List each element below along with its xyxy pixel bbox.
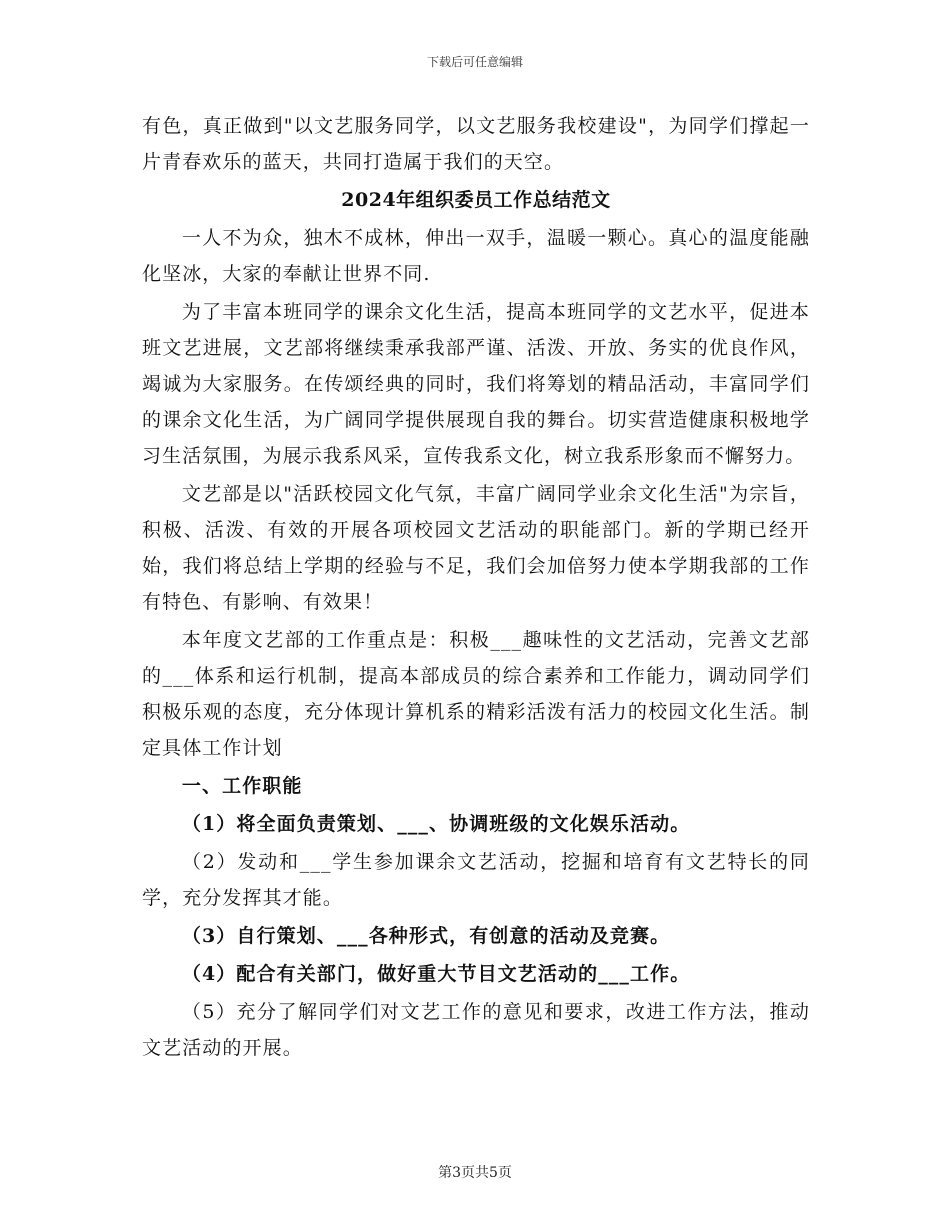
paragraph-department: 文艺部是以"活跃校园文化气氛，丰富广阔同学业余文化生活"为宗旨，积极、活泼、有效的开展各项校园文艺活动的职能部门。新的学期已经开始，我们将总结上学期的经验与不足，我们会加倍努力使本学期我部的工作有特色、有影响、有效果！ [142,483,810,613]
duty-item-4: （4）配合有关部门，做好重大节目文艺活动的___工作。 [181,963,691,985]
paragraph-continuation: 有色，真正做到"以文艺服务同学，以文艺服务我校建设"，为同学们撑起一片青春欢乐的蓝天，共同打造属于我们的天空。 [142,115,810,173]
document-body [142,108,810,1068]
duty-item-5: （5）充分了解同学们对文艺工作的意见和要求，改进工作方法，推动文艺活动的开展。 [142,1001,810,1059]
paragraph-purpose: 为了丰富本班同学的课余文化生活，提高本班同学的文艺水平，促进本班文艺进展，文艺部将继续秉承我部严谨、活泼、开放、务实的优良作风，竭诚为大家服务。在传颂经典的同时，我们将筹划的精品活动，丰富同学们的课余文化生活，为广阔同学提供展现自我的舞台。切实营造健康积极地学习生活氛围，为展示我系风采，宣传我系文化，树立我系形象而不懈努力。 [142,301,810,467]
page-number: 第3页共5页 [438,1165,512,1181]
paragraph-intro: 一人不为众，独木不成林，伸出一双手，温暖一颗心。真心的温度能融化坚冰，大家的奉献让世界不同. [142,227,810,285]
duty-item-3: （3）自行策划、___各种形式，有创意的活动及竞赛。 [181,925,671,947]
page-header-note: 下载后可任意编辑 [426,55,523,69]
duty-item-2: （2）发动和___学生参加课余文艺活动，挖掘和培育有文艺特长的同学，充分发挥其才能。 [142,851,810,909]
section-title: 2024年组织委员工作总结范文 [341,189,611,211]
paragraph-focus: 本年度文艺部的工作重点是：积极___趣味性的文艺活动，完善文艺部的___体系和运行机制，提高本部成员的综合素养和工作能力，调动同学们积极乐观的态度，充分体现计算机系的精彩活泼有活力的校园文化生活。制定具体工作计划 [142,629,810,759]
duty-item-1: （1）将全面负责策划、___、协调班级的文化娱乐活动。 [181,813,691,835]
heading-duties: 一、工作职能 [181,775,303,797]
